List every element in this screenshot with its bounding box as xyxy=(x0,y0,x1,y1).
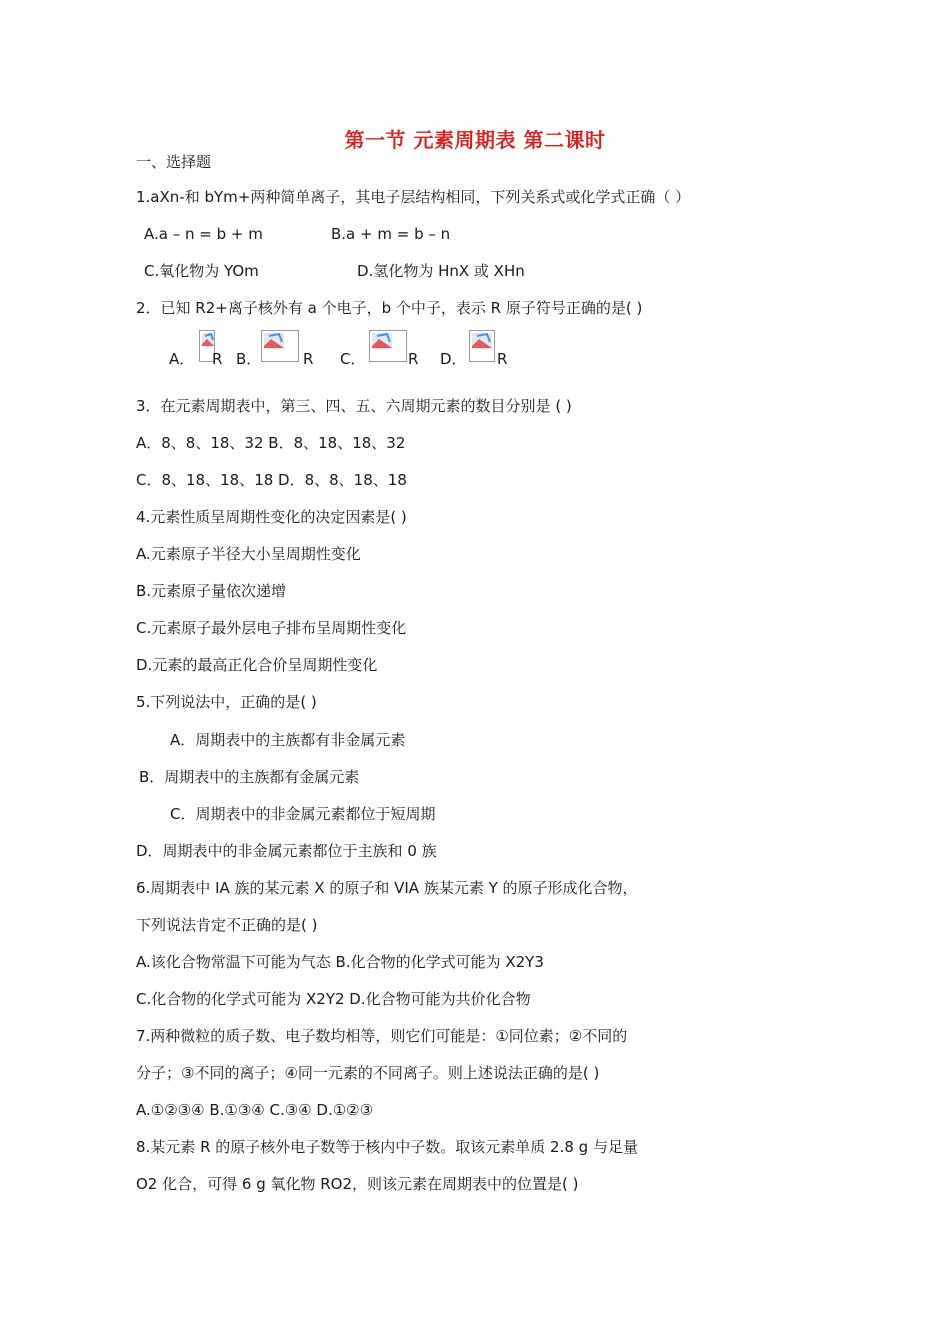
q7-stem-line1: 7.两种微粒的质子数、电子数均相等，则它们可能是：①同位素；②不同的 xyxy=(136,1027,628,1045)
broken-image-icon xyxy=(261,330,299,362)
q5-option-b: B．周期表中的主族都有金属元素 xyxy=(139,768,360,786)
q6-stem-line1: 6.周期表中 IA 族的某元素 X 的原子和 VIA 族某元素 Y 的原子形成化合物， xyxy=(136,879,638,897)
q8-stem-line2: O2 化合，可得 6 g 氧化物 RO2，则该元素在周期表中的位置是( ) xyxy=(136,1175,579,1193)
q6-options-cd: C.化合物的化学式可能为 X2Y2 D.化合物可能为共价化合物 xyxy=(136,990,531,1008)
q2-option-d-symbol: R xyxy=(497,350,508,368)
q3-options-ab: A．8、8、18、32 B．8、18、18、32 xyxy=(136,434,406,452)
q6-options-ab: A.该化合物常温下可能为气态 B.化合物的化学式可能为 X2Y3 xyxy=(136,953,544,971)
q5-stem: 5.下列说法中，正确的是( ) xyxy=(136,693,317,711)
q6-stem-line2: 下列说法肯定不正确的是( ) xyxy=(136,916,318,934)
q4-option-c: C.元素原子最外层电子排布呈周期性变化 xyxy=(136,619,407,637)
q5-option-c: C．周期表中的非金属元素都位于短周期 xyxy=(170,805,436,823)
broken-image-icon xyxy=(469,330,495,362)
q8-stem-line1: 8.某元素 R 的原子核外电子数等于核内中子数。取该元素单质 2.8 g 与足量 xyxy=(136,1138,638,1156)
q2-option-a-symbol: R xyxy=(212,350,223,368)
page-title: 第一节 元素周期表 第二课时 xyxy=(344,128,606,152)
q1-option-c: C.氧化物为 YOm xyxy=(144,262,259,280)
q5-option-d: D．周期表中的非金属元素都位于主族和 0 族 xyxy=(136,842,437,860)
q4-option-b: B.元素原子量依次递增 xyxy=(136,582,287,600)
q1-option-a: A.a – n = b + m xyxy=(144,225,263,243)
q2-stem: 2．已知 R2+离子核外有 a 个电子，b 个中子，表示 R 原子符号正确的是( ) xyxy=(136,299,643,317)
q2-option-b-symbol: R xyxy=(303,350,314,368)
broken-image-icon xyxy=(369,330,407,362)
q3-stem: 3．在元素周期表中，第三、四、五、六周期元素的数目分别是 ( ) xyxy=(136,397,572,415)
q4-option-d: D.元素的最高正化合价呈周期性变化 xyxy=(136,656,378,674)
q2-option-a-label: A． xyxy=(169,350,195,368)
q3-options-cd: C．8、18、18、18 D．8、8、18、18 xyxy=(136,471,407,489)
q2-option-c-label: C． xyxy=(340,350,366,368)
q4-stem: 4.元素性质呈周期性变化的决定因素是( ) xyxy=(136,508,407,526)
q7-options: A.①②③④ B.①③④ C.③④ D.①②③ xyxy=(136,1101,374,1119)
q5-option-a: A．周期表中的主族都有非金属元素 xyxy=(170,731,406,749)
q7-stem-line2: 分子；③不同的离子；④同一元素的不同离子。则上述说法正确的是( ) xyxy=(136,1064,600,1082)
q1-option-b: B.a + m = b – n xyxy=(331,225,451,243)
q2-option-c-symbol: R xyxy=(408,350,419,368)
q1-option-d: D.氢化物为 HnX 或 XHn xyxy=(357,262,525,280)
q4-option-a: A.元素原子半径大小呈周期性变化 xyxy=(136,545,361,563)
section-heading: 一、选择题 xyxy=(136,153,212,171)
q1-stem: 1.aXn-和 bYm+两种简单离子，其电子层结构相同，下列关系式或化学式正确（ ） xyxy=(136,188,691,206)
q2-option-d-label: D． xyxy=(440,350,467,368)
q2-option-b-label: B． xyxy=(236,350,262,368)
